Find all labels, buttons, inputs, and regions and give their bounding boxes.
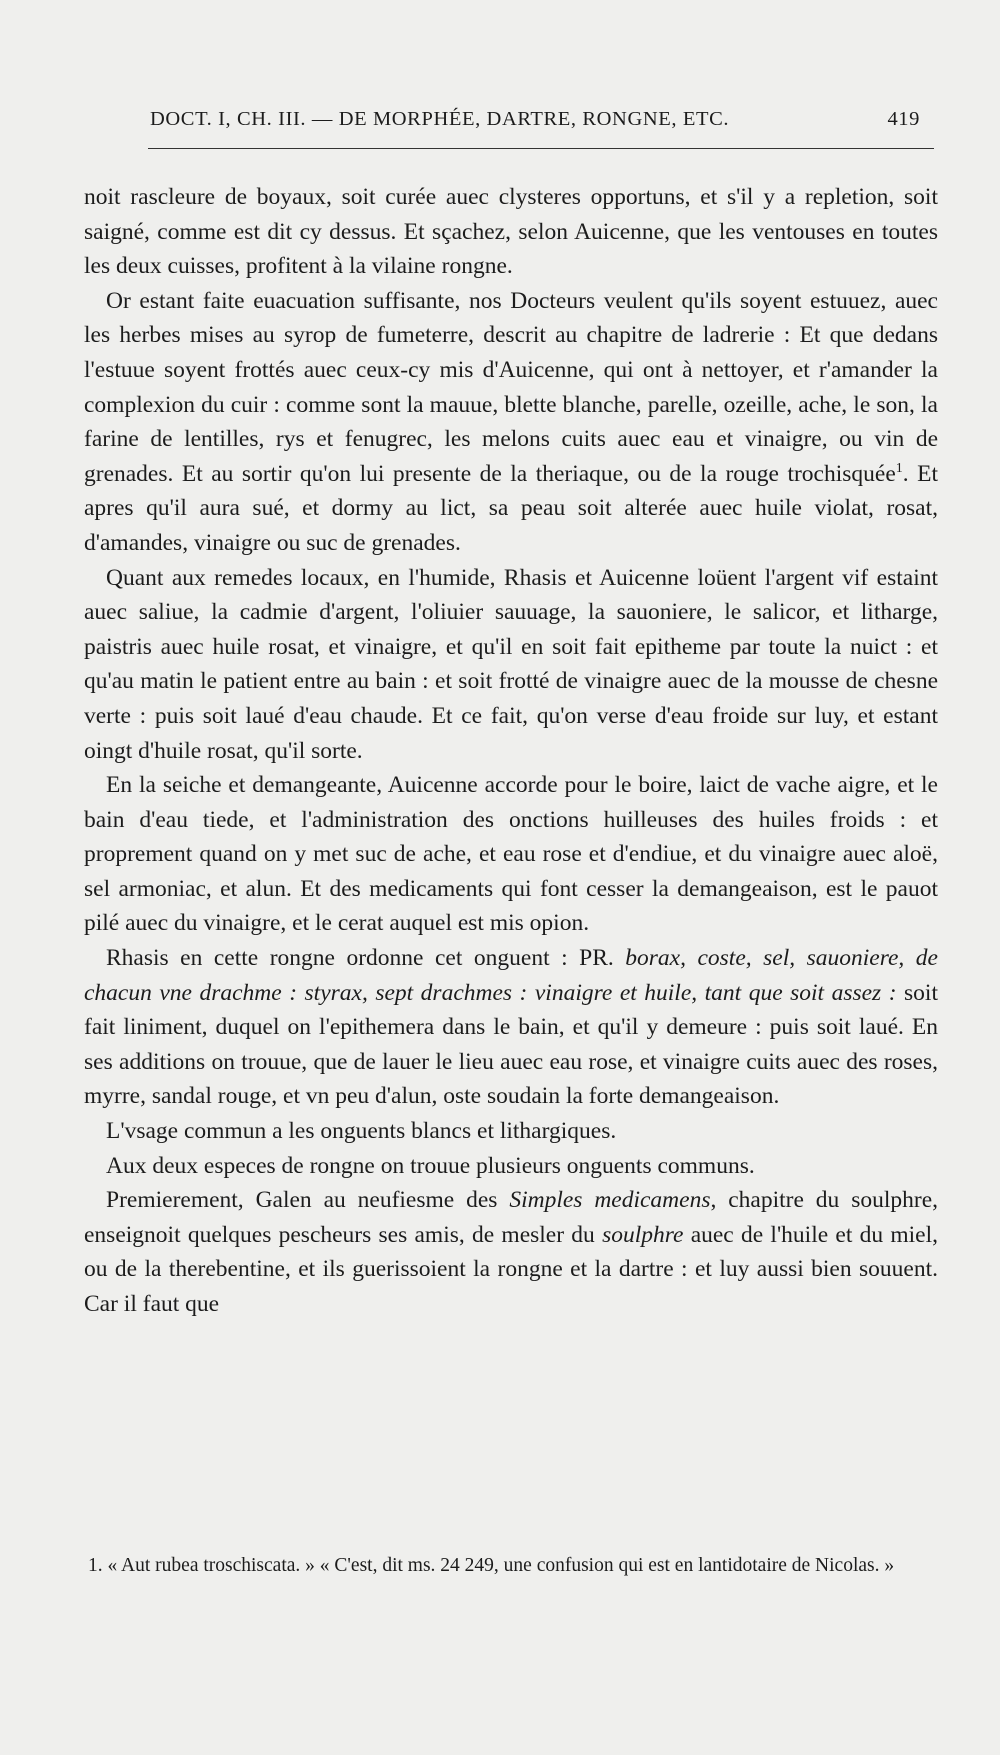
paragraph-6: L'vsage commun a les onguents blancs et lithargiques. — [106, 1118, 617, 1145]
paragraph-3: Quant aux remedes locaux, en l'humide, Rhasis et Auicenne loüent l'argent vif estaint auec saliue, la cadmie d'argent, l'oliuier sauuage, la sauoniere, le salicor, et litharge, paistris auec huile rosat, et vinaigre, et qu'il en soit fait epitheme par toute la nuict : et qu'au matin le patient entre au bain : et soit frotté de vinaigre auec de la mousse de chesne verte : puis soit laué d'eau chaude. Et ce fait, qu'on verse d'eau froide sur luy, et estant oingt d'huile rosat, qu'il sorte. — [84, 564, 938, 764]
footnote-text: 1. « Aut rubea troschiscata. » « C'est, dit ms. 24 249, une confusion qui est en lantidotaire de Nicolas. » — [88, 1555, 895, 1576]
running-title: DOCT. I, CH. III. — DE MORPHÉE, DARTRE, RONGNE, ETC. — [150, 108, 730, 130]
running-header — [150, 108, 936, 131]
page-number: 419 — [887, 108, 920, 130]
paragraph-2: Or estant faite euacuation suffisante, nos Docteurs veulent qu'ils soyent estuuez, auec les herbes mises au syrop de fumeterre, descrit au chapitre de ladrerie : Et que dedans l'estuue soyent frottés auec ceux-cy mis d'Auicenne, qui ont à nettoyer, et r'amander la complexion du cuir : comme sont la mauue, blette blanche, parelle, ozeille, ache, le son, la farine de lentilles, rys et fenugrec, les melons cuits auec eau et vinaigre, ou vin de grenades. Et au sortir qu'on lui presente de la theriaque, ou de la rouge trochisquée$^1$. Et apres qu'il aura sué, et dormy au lict, sa peau soit alterée auec huile violat, rosat, d'amandes, vinaigre ou suc de grenades. — [84, 287, 939, 556]
paragraph-8: Premierement, Galen au neufiesme des Simples medicamens, chapitre du soulphre, enseignoit quelques pescheurs ses amis, de mesler du soulphre auec de l'huile et du miel, ou de la therebentine, et ils guerissoient la rongne et la dartre : et luy aussi bien souuent. Car il faut que — [84, 1187, 939, 1317]
body-text — [84, 180, 938, 1322]
header-rule — [148, 148, 934, 149]
footnote — [84, 1552, 938, 1580]
paragraph-1: noit rascleure de boyaux, soit curée auec clysteres opportuns, et s'il y a repletion, soit saigné, comme est dit cy dessus. Et sçachez, selon Auicenne, que les ventouses en toutes les deux cuisses, profitent à la vilaine rongne. — [84, 184, 938, 280]
paragraph-5: Rhasis en cette rongne ordonne cet onguent : PR. borax, coste, sel, sauoniere, de chacun vne drachme : styrax, sept drachmes : vinaigre et huile, tant que soit assez : soit fait liniment, duquel on l'epithemera dans le bain, et qu'il y demeure : puis soit laué. En ses additions on trouue, que de lauer le lieu auec eau rose, et vinaigre cuits auec des roses, myrre, sandal rouge, et vn peu d'alun, oste soudain la forte demangeaison. — [84, 945, 938, 1110]
paragraph-4: En la seiche et demangeante, Auicenne accorde pour le boire, laict de vache aigre, et le bain d'eau tiede, et l'administration des onctions huilleuses des huiles froids : et proprement quand on y met suc de ache, et eau rose et d'endiue, et du vinaigre auec aloë, sel armoniac, et alun. Et des medicaments qui font cesser la demangeaison, est le pauot pilé auec du vinaigre, et le cerat auquel est mis opion. — [84, 772, 938, 937]
paragraph-7: Aux deux especes de rongne on trouue plusieurs onguents communs. — [106, 1152, 755, 1179]
footnote-marker[interactable]: 1 — [895, 460, 903, 476]
